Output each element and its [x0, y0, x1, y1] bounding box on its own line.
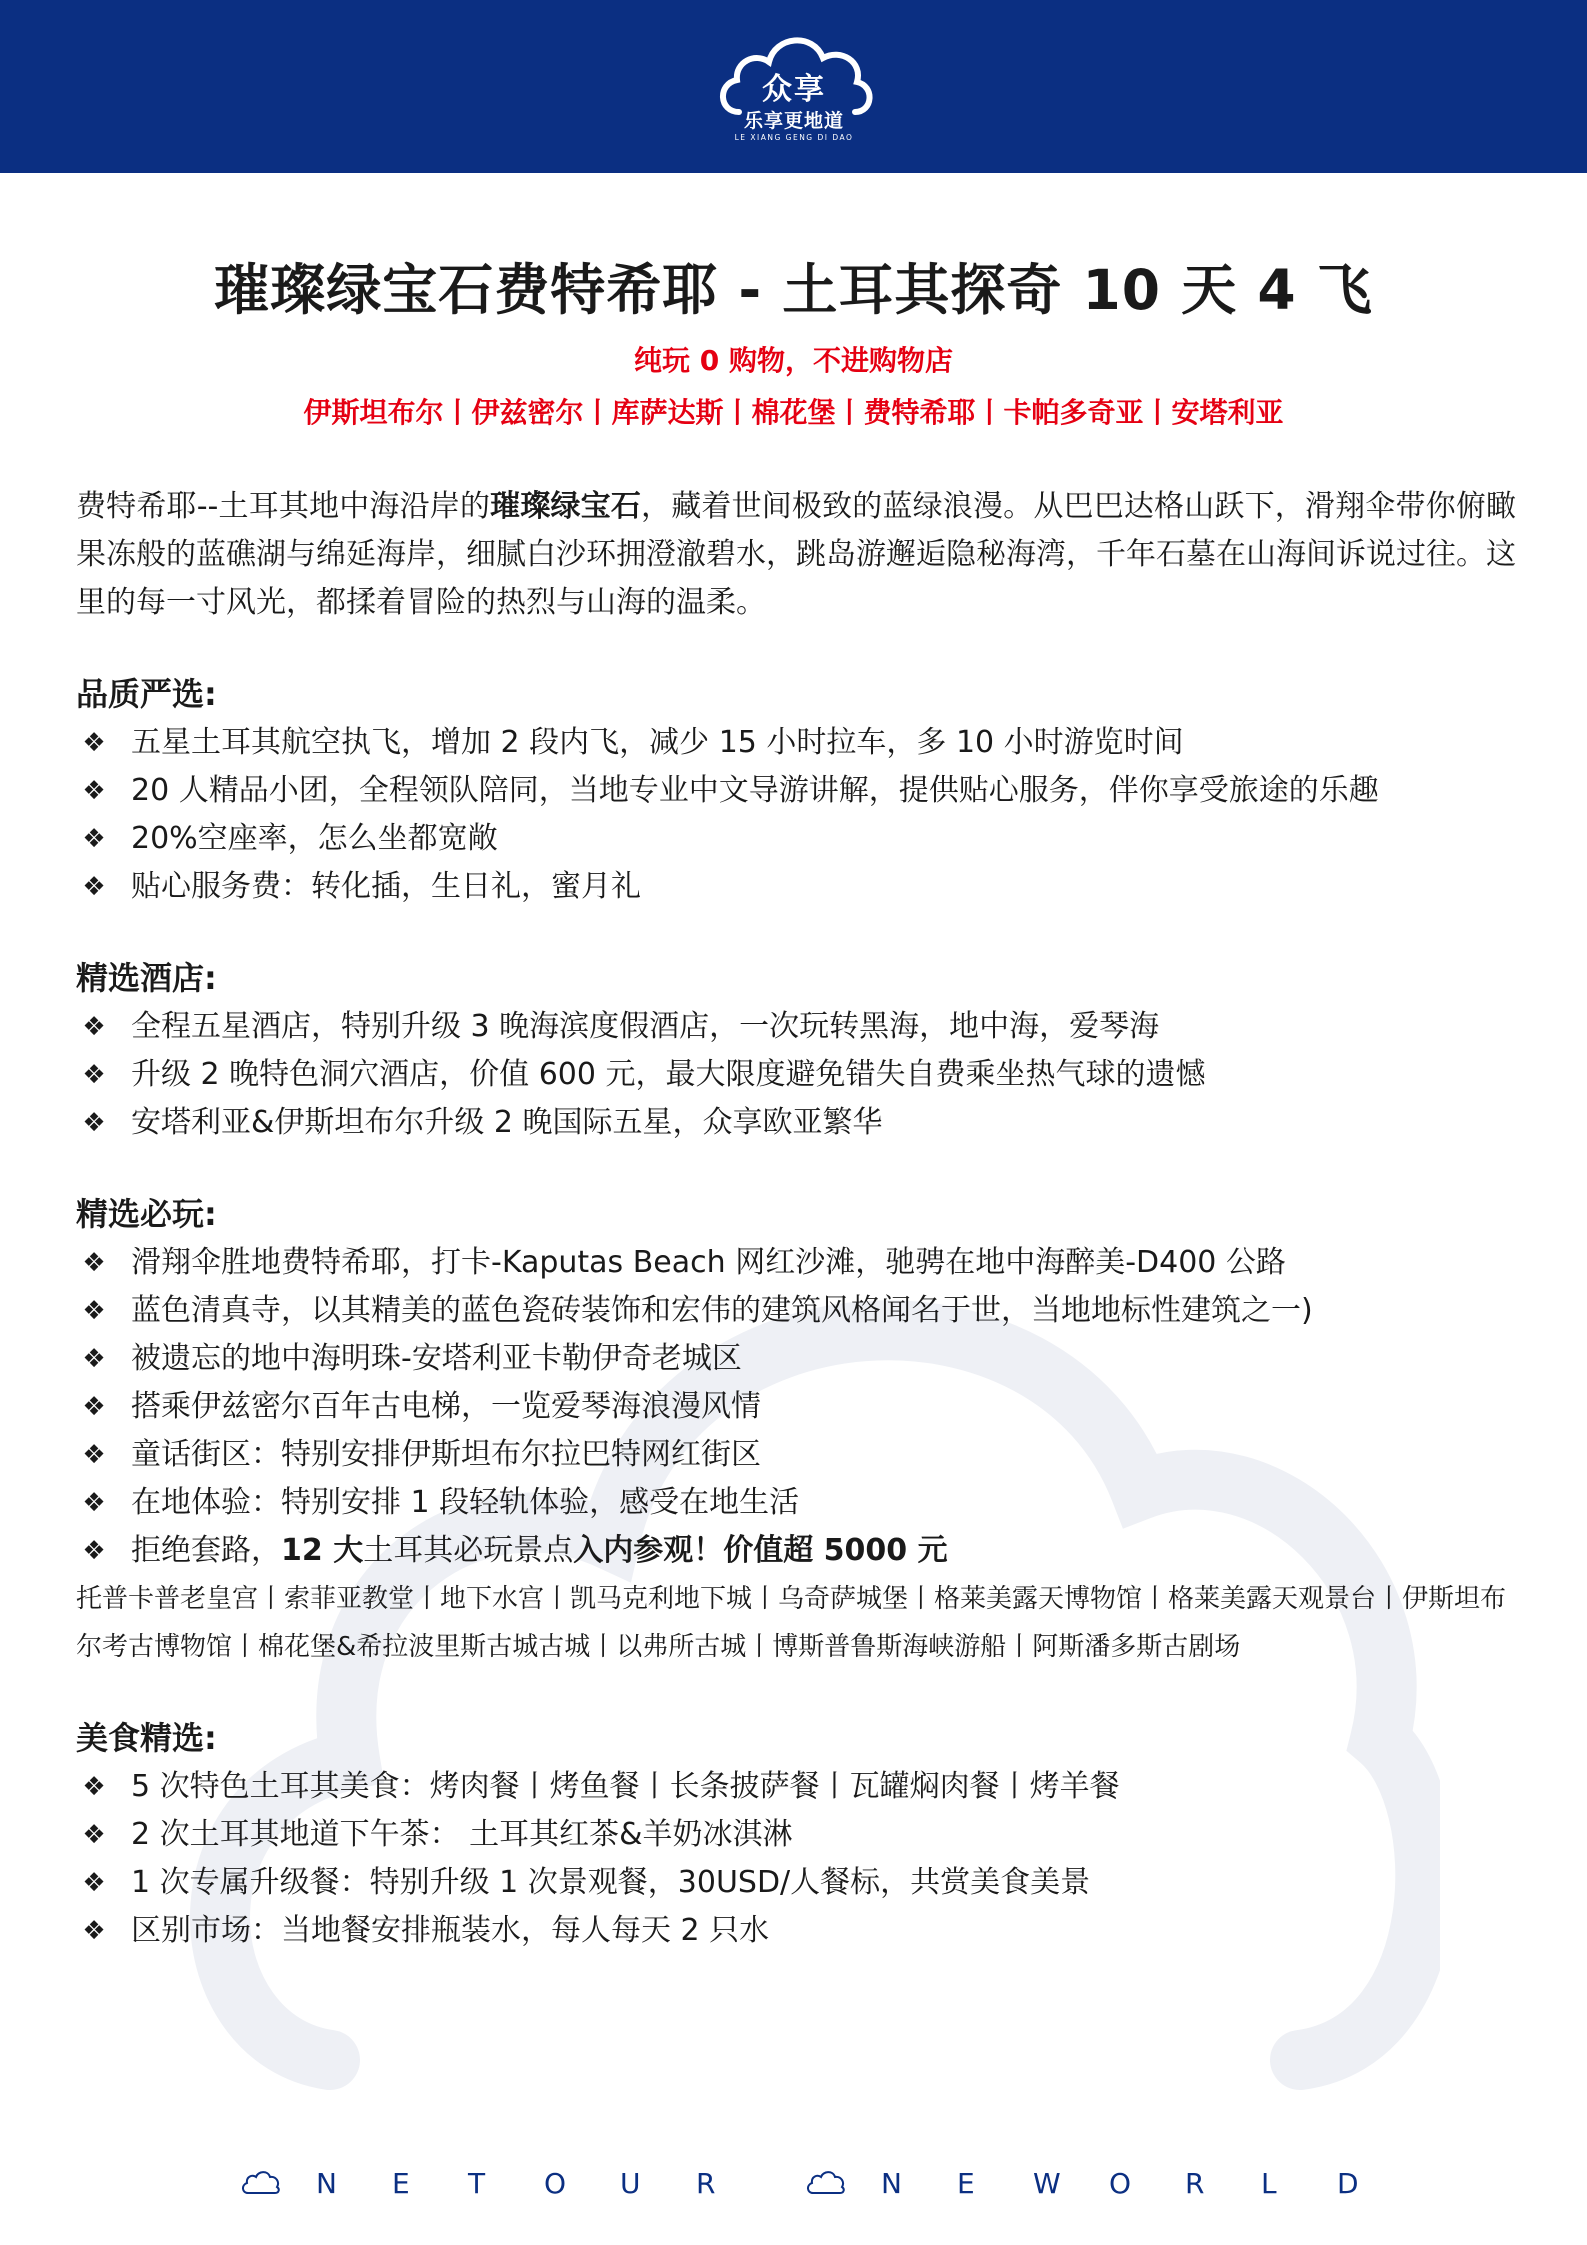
- list-item-text: 1 次专属升级餐：特别升级 1 次景观餐，30USD/人餐标，共赏美食美景: [131, 1865, 1091, 1900]
- text-segment: 拒绝套路，: [131, 1533, 281, 1568]
- diamond-bullet-icon: ❖: [82, 728, 106, 758]
- list-item-text: 20 人精品小团，全程领队陪同，当地专业中文导游讲解，提供贴心服务，伴你享受旅途的乐趣: [131, 773, 1379, 808]
- footer-letter: N: [881, 2166, 902, 2200]
- section-food: [76, 1713, 1516, 1955]
- section-title: 美食精选:: [76, 1719, 217, 1757]
- list-item-text: 滑翔伞胜地费特希耶，打卡-Kaputas Beach 网红沙滩，驰骋在地中海醉美-D400 公路: [131, 1245, 1286, 1280]
- diamond-bullet-icon: ❖: [82, 1488, 106, 1518]
- list-item: [76, 1051, 1516, 1099]
- diamond-bullet-icon: ❖: [82, 1536, 106, 1566]
- list-item: [76, 1099, 1516, 1147]
- list-item-text: 2 次土耳其地道下午茶： 土耳其红茶&羊奶冰淇淋: [131, 1817, 793, 1852]
- list-item-text: 升级 2 晚特色洞穴酒店，价值 600 元，最大限度避免错失自费乘坐热气球的遗憾: [131, 1057, 1206, 1092]
- list-item: [76, 815, 1516, 863]
- diamond-bullet-icon: ❖: [82, 1868, 106, 1898]
- footer-letter: E: [392, 2166, 410, 2200]
- intro-paragraph: [76, 483, 1516, 627]
- list-item: [76, 1383, 1516, 1431]
- diamond-bullet-icon: ❖: [82, 872, 106, 902]
- section-title: 品质严选:: [76, 675, 217, 713]
- list-item-text: 全程五星酒店，特别升级 3 晚海滨度假酒店，一次玩转黑海，地中海，爱琴海: [131, 1009, 1160, 1044]
- food-list: [76, 1763, 1516, 1955]
- intro-text: 费特希耶--土耳其地中海沿岸的: [76, 489, 491, 524]
- diamond-bullet-icon: ❖: [82, 1012, 106, 1042]
- list-item-text: 蓝色清真寺，以其精美的蓝色瓷砖装饰和宏伟的建筑风格闻名于世，当地地标性建筑之一): [131, 1293, 1313, 1328]
- highlight-text: 12 大: [281, 1533, 364, 1568]
- page-title: 璀璨绿宝石费特希耶 - 土耳其探奇 10 天 4 飞: [214, 258, 1373, 322]
- main-content: [76, 483, 1516, 1955]
- footer-letter: E: [957, 2166, 975, 2200]
- play-list: [76, 1239, 1516, 1575]
- cloud-icon: [805, 2169, 845, 2197]
- footer-letter: U: [620, 2166, 641, 2200]
- footer-oneworld: [805, 2158, 1413, 2208]
- city-route: 伊斯坦布尔丨伊兹密尔丨库萨达斯丨棉花堡丨费特希耶丨卡帕多奇亚丨安塔利亚: [303, 396, 1284, 429]
- diamond-bullet-icon: ❖: [82, 1060, 106, 1090]
- diamond-bullet-icon: ❖: [82, 1392, 106, 1422]
- quality-list: [76, 719, 1516, 911]
- footer-slogan: [0, 2158, 1587, 2208]
- section-play: [76, 1189, 1516, 1671]
- footer-letter: O: [1109, 2166, 1132, 2200]
- list-item-text: 5 次特色土耳其美食：烤肉餐丨烤鱼餐丨长条披萨餐丨瓦罐焖肉餐丨烤羊餐: [131, 1769, 1120, 1804]
- list-item: [76, 1763, 1516, 1811]
- diamond-bullet-icon: ❖: [82, 1248, 106, 1278]
- list-item-text: 在地体验：特别安排 1 段轻轨体验，感受在地生活: [131, 1485, 800, 1520]
- diamond-bullet-icon: ❖: [82, 824, 106, 854]
- footer-letter: R: [1185, 2166, 1205, 2200]
- page-subtitle: 纯玩 0 购物，不进购物店: [634, 344, 953, 377]
- list-item: [76, 719, 1516, 767]
- list-item: [76, 1811, 1516, 1859]
- section-hotel: [76, 953, 1516, 1147]
- brand-logo: [709, 22, 879, 152]
- highlight-text: 入内参观！价值超 5000 元: [573, 1533, 948, 1568]
- footer-letter: R: [696, 2166, 716, 2200]
- list-item-text: 搭乘伊兹密尔百年古电梯，一览爱琴海浪漫风情: [131, 1389, 761, 1424]
- header-banner: [0, 0, 1587, 173]
- list-item: [76, 1003, 1516, 1051]
- footer-letter: N: [316, 2166, 337, 2200]
- diamond-bullet-icon: ❖: [82, 1916, 106, 1946]
- list-item: [76, 1527, 1516, 1575]
- footer-letter: W: [1033, 2166, 1061, 2200]
- list-item-text: 五星土耳其航空执飞，增加 2 段内飞，减少 15 小时拉车，多 10 小时游览时间: [131, 725, 1184, 760]
- attractions-list: 托普卡普老皇宫丨索菲亚教堂丨地下水宫丨凯马克利地下城丨乌奇萨城堡丨格莱美露天博物馆丨格莱美露天观景台丨伊斯坦布尔考古博物馆丨棉花堡&希拉波里斯古城古城丨以弗所古城丨博斯普鲁斯海峡游船丨阿斯潘多斯古剧场: [76, 1584, 1507, 1662]
- list-item: [76, 1907, 1516, 1955]
- hotel-list: [76, 1003, 1516, 1147]
- list-item-text: 贴心服务费：转化插，生日礼，蜜月礼: [131, 869, 641, 904]
- logo-main-text: 众享: [762, 72, 826, 107]
- diamond-bullet-icon: ❖: [82, 776, 106, 806]
- footer-letter: O: [544, 2166, 567, 2200]
- list-item-text: 20%空座率，怎么坐都宽敞: [131, 821, 498, 856]
- diamond-bullet-icon: ❖: [82, 1296, 106, 1326]
- text-segment: 土耳其必玩景点: [363, 1533, 574, 1568]
- list-item: [76, 1479, 1516, 1527]
- diamond-bullet-icon: ❖: [82, 1440, 106, 1470]
- footer-letter: D: [1337, 2166, 1359, 2200]
- logo-pinyin: LE XIANG GENG DI DAO: [734, 133, 854, 142]
- cloud-icon: [240, 2169, 280, 2197]
- list-item: [76, 1431, 1516, 1479]
- intro-text-rest: ，藏着世间极致的蓝绿浪漫。从巴巴达格山跃下，滑翔伞带你俯瞰果冻般的蓝礁湖与绵延海岸，细腻白沙环拥澄澈碧水，跳岛游邂逅隐秘海湾，千年石墓在山海间诉说过往。这里的每一寸风光，都揉着冒险的热烈与山海的温柔。: [76, 489, 1517, 620]
- diamond-bullet-icon: ❖: [82, 1108, 106, 1138]
- list-item: [76, 1239, 1516, 1287]
- list-item-text: [131, 1533, 948, 1568]
- logo-slogan: 乐享更地道: [743, 110, 844, 132]
- diamond-bullet-icon: ❖: [82, 1772, 106, 1802]
- list-item-text: 童话街区：特别安排伊斯坦布尔拉巴特网红街区: [131, 1437, 761, 1472]
- footer-onetour: [240, 2158, 772, 2208]
- intro-highlight: 璀璨绿宝石: [490, 489, 642, 524]
- section-title: 精选必玩:: [76, 1195, 217, 1233]
- list-item: [76, 767, 1516, 815]
- list-item: [76, 1287, 1516, 1335]
- list-item: [76, 1335, 1516, 1383]
- list-item: [76, 1859, 1516, 1907]
- section-quality: [76, 669, 1516, 911]
- list-item: [76, 863, 1516, 911]
- footer-letter: L: [1261, 2166, 1277, 2200]
- diamond-bullet-icon: ❖: [82, 1344, 106, 1374]
- diamond-bullet-icon: ❖: [82, 1820, 106, 1850]
- footer-letter: T: [468, 2166, 486, 2200]
- list-item-text: 区别市场：当地餐安排瓶装水，每人每天 2 只水: [131, 1913, 770, 1948]
- section-title: 精选酒店:: [76, 959, 217, 997]
- list-item-text: 被遗忘的地中海明珠-安塔利亚卡勒伊奇老城区: [131, 1341, 742, 1376]
- list-item-text: 安塔利亚&伊斯坦布尔升级 2 晚国际五星，众享欧亚繁华: [131, 1105, 883, 1140]
